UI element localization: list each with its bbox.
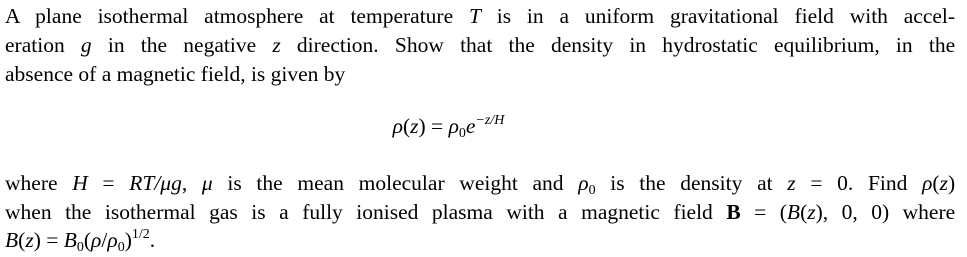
paragraph-1-line-3: absence of a magnetic field, is given by [5,62,346,86]
paragraph-1-line-2: eration g in the negative z direction. Show that the density in hydrostatic equilibrium, in the [5,33,956,57]
paragraph-2-line-1: where H = RT/μg, μ is the mean molecular weight and ρ0 is the density at z = 0. Find ρ(z) [5,171,956,198]
paragraph-2-line-2: when the isothermal gas is a fully ionised plasma with a magnetic field B = (B(z), 0, 0) where [5,200,956,224]
density-equation: $\rho(z) = \rho 0e^{-z/H}$ [392,113,505,141]
paragraph-2-line-3: $B(z) = B0(\rho/\rho 0)^{1/2}$. [5,227,156,255]
paragraph-1-line-1: A plane isothermal atmosphere at temperature T is in a uniform gravitational field with accel- [5,4,956,28]
